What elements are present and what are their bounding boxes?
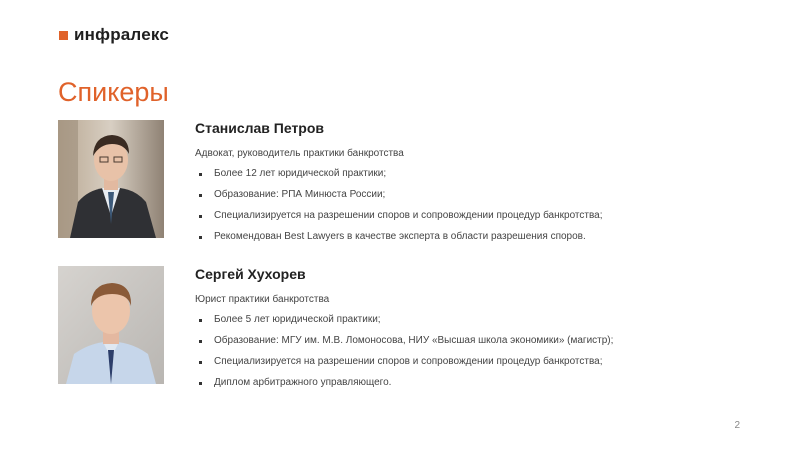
speaker-role: Юрист практики банкротства: [195, 294, 330, 305]
bullet-item: Образование: РПА Минюста России;: [195, 189, 755, 201]
bullet-item: Более 5 лет юридической практики;: [195, 314, 755, 326]
speaker-role: Адвокат, руководитель практики банкротства: [195, 148, 404, 159]
bullet-item: Диплом арбитражного управляющего.: [195, 377, 755, 389]
speaker-info-2: [195, 266, 755, 398]
speaker-bullets: [195, 168, 755, 243]
speaker-info-1: [195, 120, 755, 252]
bullet-item: Более 12 лет юридической практики;: [195, 168, 755, 180]
bullet-item: Рекомендован Best Lawyers в качестве эксперта в области разрешения споров.: [195, 231, 755, 243]
bullet-item: Специализируется на разрешении споров и сопровождении процедур банкротства;: [195, 210, 755, 222]
page-title: Спикеры: [58, 77, 169, 108]
speaker-photo-1: [58, 120, 164, 238]
logo-text: инфралекс: [74, 25, 170, 44]
speaker-name: Станислав Петров: [195, 120, 325, 136]
page-number: 2: [734, 420, 740, 431]
speaker-bullets: [195, 314, 755, 389]
company-logo: [59, 25, 169, 45]
logo-square-icon: [59, 31, 68, 40]
speaker-name: Сергей Хухорев: [195, 266, 306, 282]
speaker-photo-2: [58, 266, 164, 384]
bullet-item: Специализируется на разрешении споров и сопровождении процедур банкротства;: [195, 356, 755, 368]
bullet-item: Образование: МГУ им. М.В. Ломоносова, НИУ «Высшая школа экономики» (магистр);: [195, 335, 755, 347]
